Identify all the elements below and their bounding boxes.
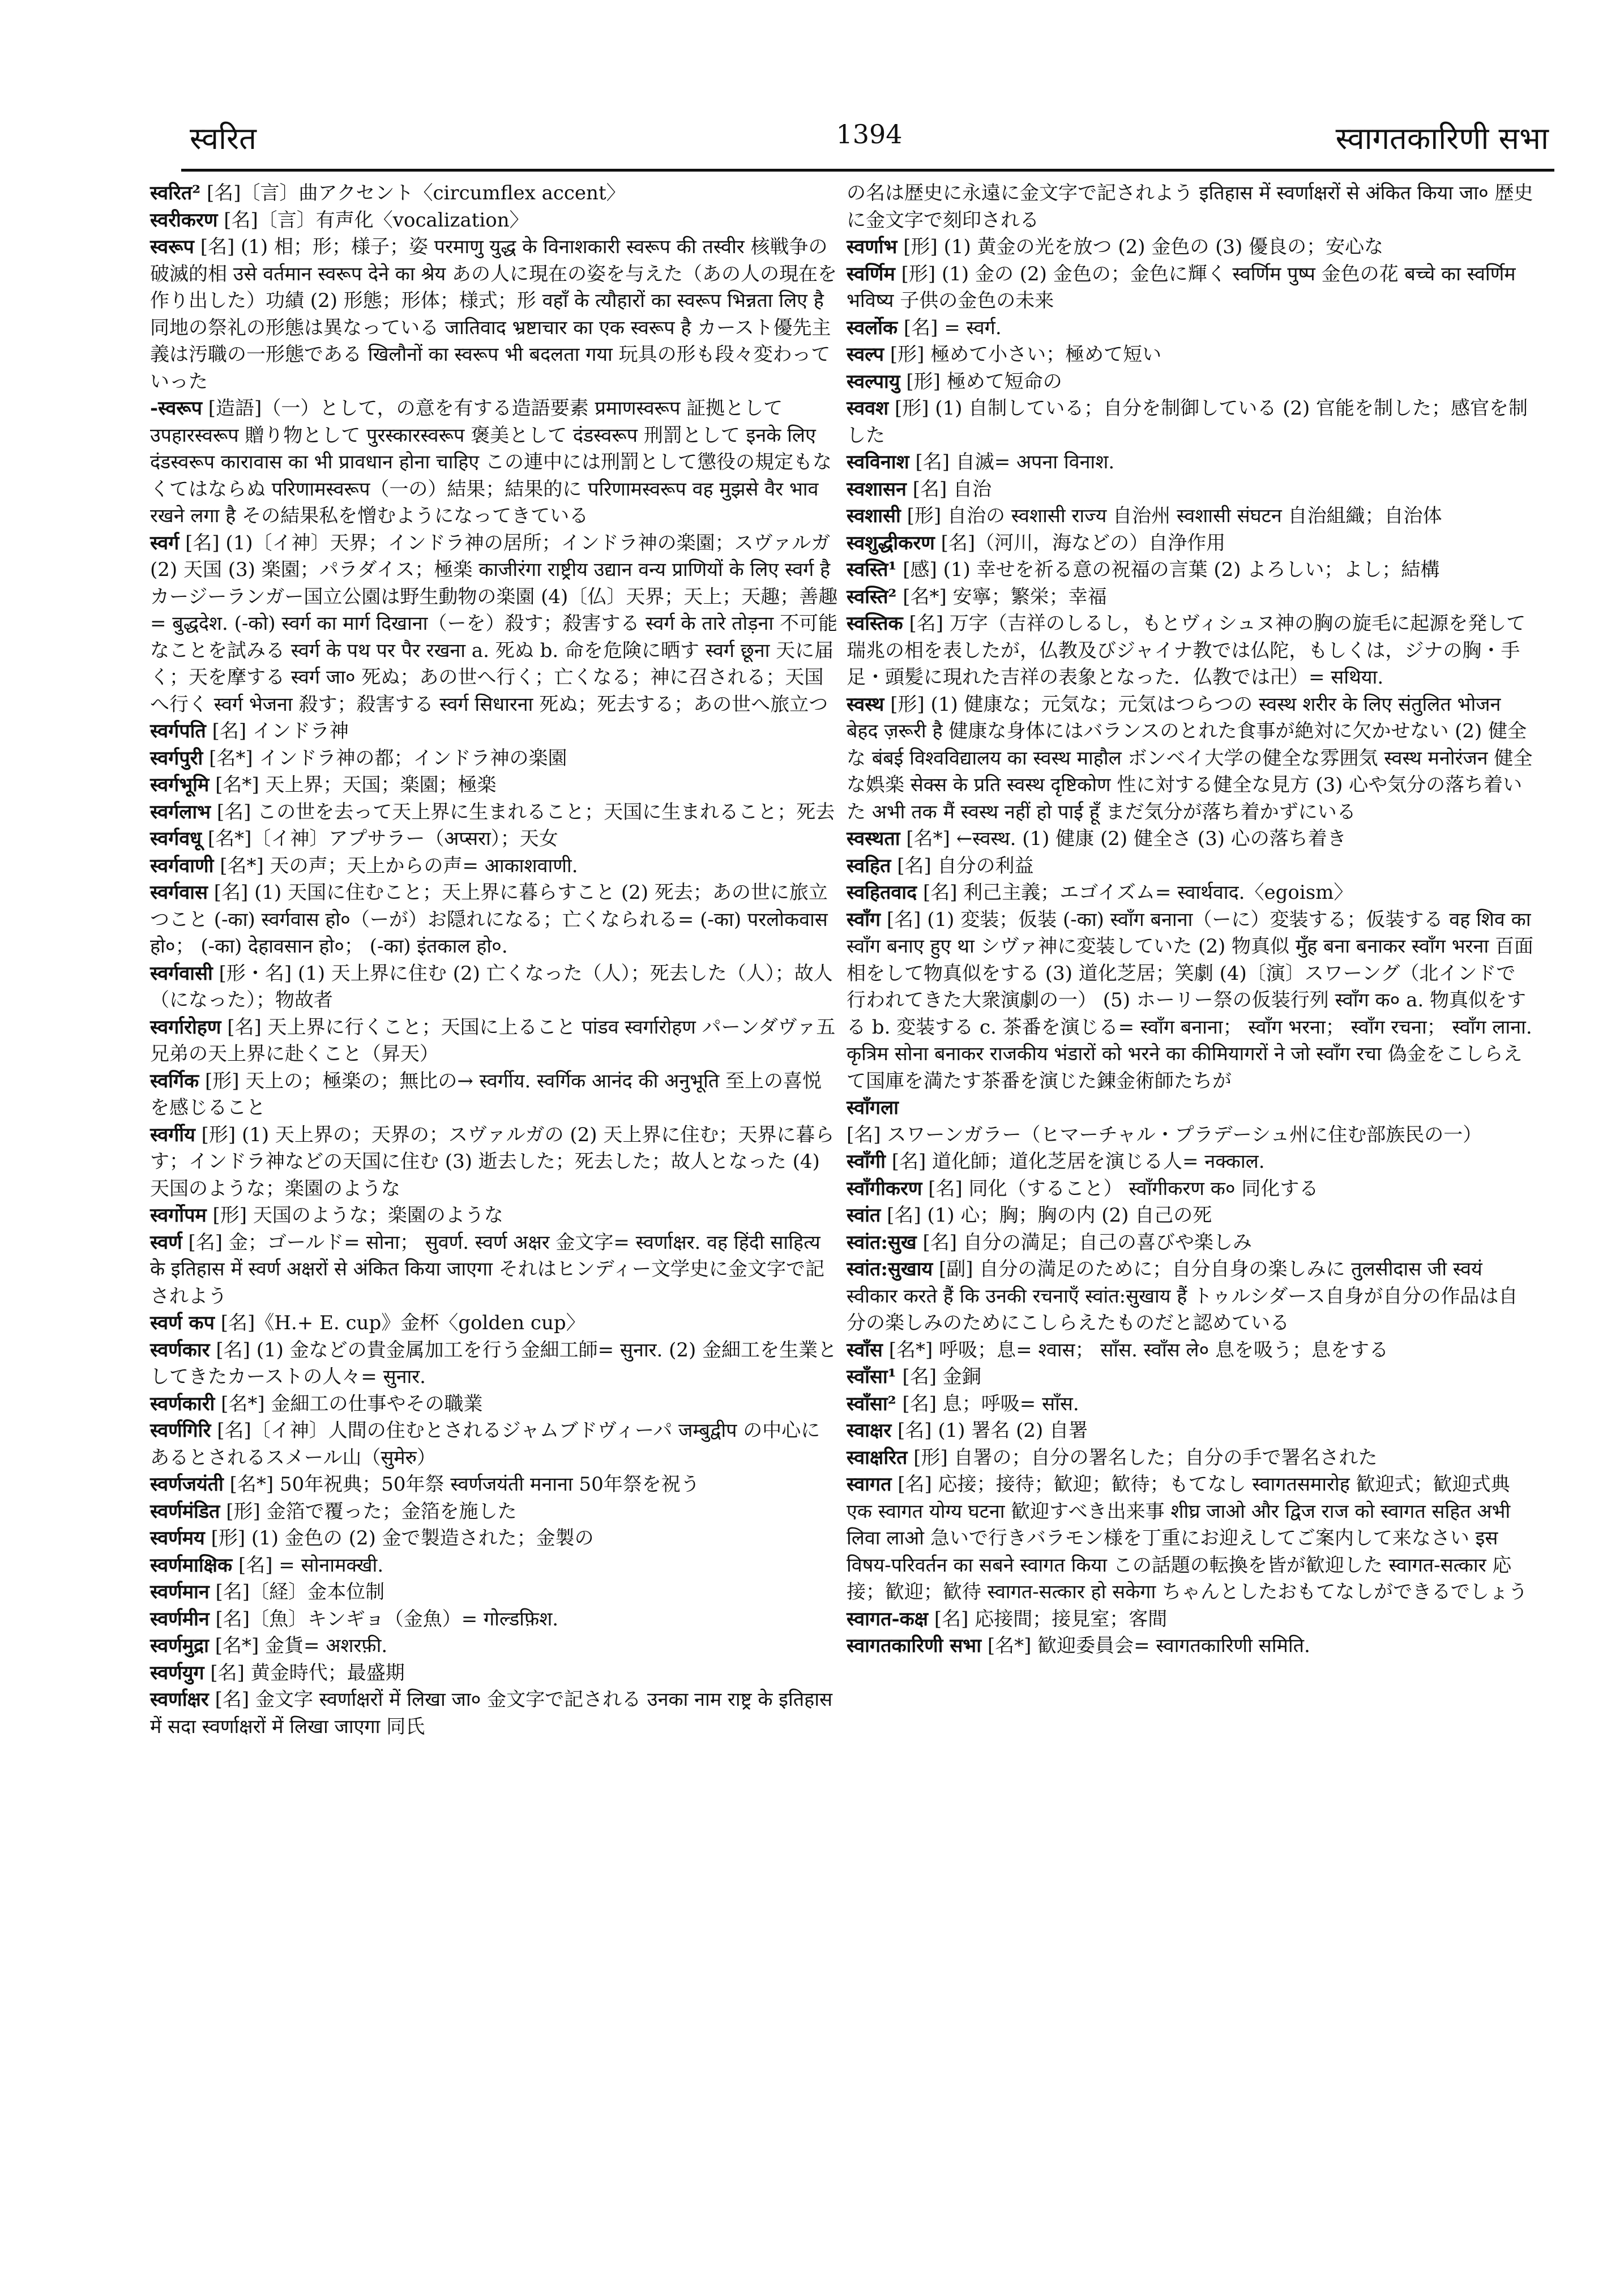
right-column — [847, 180, 1535, 1660]
entry-definition: [名] 道化師；道化芝居を演じる人= नक्काल. — [891, 1150, 1265, 1173]
entry-headword: स्वस्तिक — [847, 612, 903, 635]
entry-headword: स्वागत — [847, 1473, 892, 1496]
entry-headword: स्वर्णकारी — [150, 1392, 215, 1415]
entry-definition: [形・名] (1) 天上界に住む (2) 亡くなった（人）；死去した（人）；故人（になった）；物故者 — [150, 962, 833, 1011]
entry-definition: [名]《H.+ E. cup》金杯〈golden cup〉 — [220, 1312, 586, 1334]
dictionary-entry — [150, 961, 838, 1014]
entry-headword: स्वर्ण कप — [150, 1312, 215, 1334]
entry-definition: [名] 天上界に行くこと；天国に上ること पांडव स्वर्गारोहण パーンダヴァ五兄弟の天上界に赴くこと（昇天） — [150, 1015, 836, 1065]
dictionary-entry — [150, 853, 838, 880]
entry-definition: [名*] 金貨= अशरफ़ी. — [215, 1634, 388, 1657]
entry-definition: [名] (1) 署名 (2) 自署 — [898, 1419, 1088, 1442]
dictionary-entry — [847, 261, 1535, 315]
entry-definition: [名] (1) 金などの貴金属加工を行う金細工師= सुनार. (2) 金細工を生業としてきたカーストの人々= सुनार. — [150, 1338, 837, 1388]
entry-headword: स्वर्णयुग — [150, 1661, 204, 1684]
entry-definition: [名]〔経〕金本位制 — [215, 1581, 385, 1603]
entry-definition: [形] 自治の स्वशासी राज्य 自治州 स्वशासी संघटन 自治組織；自治体 — [907, 505, 1442, 527]
entry-headword: स्वाँसा² — [847, 1392, 896, 1415]
dictionary-entry — [847, 1230, 1535, 1257]
dictionary-entry — [847, 1391, 1535, 1418]
entry-definition: [名]〔魚〕キンギョ（金魚）= गोल्डफ़िश. — [215, 1607, 559, 1631]
dictionary-entry — [150, 395, 838, 530]
entry-definition: [名*] ←स्वस्थ. (1) 健康 (2) 健全さ (3) 心の落ち着き — [906, 827, 1347, 850]
entry-headword: स्वरीकरण — [150, 208, 218, 232]
left-running-head: स्वरित — [190, 121, 257, 156]
dictionary-entry — [150, 1633, 838, 1660]
dictionary-entry — [150, 1310, 838, 1337]
entry-headword: स्वागतकारिणी सभा — [847, 1634, 982, 1657]
dictionary-entry — [847, 1445, 1535, 1472]
dictionary-entry — [847, 1337, 1535, 1364]
entry-headword: स्वर्लोक — [847, 316, 898, 339]
dictionary-entry — [150, 1122, 838, 1203]
header-rule — [181, 169, 1554, 172]
entry-definition: の名は歴史に永遠に金文字で記されよう इतिहास में स्वर्णाक्षरों से अंकित किया जा० 歴史に金文字で刻印される — [847, 182, 1533, 232]
entry-headword: स्वागत-कक्ष — [847, 1607, 929, 1631]
entry-headword: स्वाँस — [847, 1338, 883, 1361]
dictionary-entry — [150, 1660, 838, 1687]
dictionary-entry — [150, 1418, 838, 1471]
dictionary-entry — [847, 611, 1535, 692]
entry-definition: [形] 極めて小さい；極めて短い — [890, 343, 1162, 366]
page-header — [190, 116, 1549, 167]
entry-definition: [名] スワーンガラー（ヒマーチャル・プラデーシュ州に住む部族民の一） — [847, 1123, 1482, 1146]
dictionary-entry — [150, 180, 838, 207]
entry-definition: [名] 息；呼吸= साँस. — [902, 1392, 1079, 1415]
entry-headword: स्वर्ग — [150, 531, 180, 554]
entry-definition: [名] (1)〔イ神〕天界；インドラ神の居所；インドラ神の楽園；スヴァルガ (2) 天国 (3) 楽園；パラダイス；極楽 काजीरंगा राष्ट्रीय उद्यान वन्य प्राणियों के लिए स्वर्ग है カージーランガー国立公園は野生動物の楽園 (4)〔仏〕天界；天上；天趣；善趣= बुद्धदेश. (-को) स्वर्ग का मार्ग दिखाना（ーを）殺す；殺害する स्वर्ग के तारे तोड़ना 不可能なことを試みる स्वर्ग के पथ पर पैर रखना a. 死ぬ b. 命を危険に晒す स्वर्ग छूना 天に届く；天を摩する स्वर्ग जा० 死ぬ；あの世へ行く；亡くなる；神に召される；天国へ行く स्वर्ग भेजना 殺す；殺害する स्वर्ग सिधारना 死ぬ；死去する；あの世へ旅立つ — [150, 531, 838, 716]
entry-headword: स्वाक्षर — [847, 1419, 892, 1442]
right-running-head: स्वागतकारिणी सभा — [1335, 121, 1549, 156]
dictionary-entry — [847, 1364, 1535, 1391]
entry-definition: [名*] 天上界；天国；楽園；極楽 — [215, 774, 497, 796]
entry-definition: [形] (1) 健康な；元気な；元気はつらつの स्वस्थ शरीर के लिए संतुलित भोजन बेहद ज़रूरी है 健康な身体にはバランスのとれた食事が絶対に欠かせない (2) 健全な बंबई विश्वविद्यालय का स्वस्थ माहौल ボンベイ大学の健全な雰囲気 स्वस्थ मनोरंजन 健全な娯楽 सेक्स के प्रति स्वस्थ दृष्टिकोण 性に対する健全な見方 (3) 心や気分の落ち着いた अभी तक मैं स्वस्थ नहीं हो पाई हूँ まだ気分が落ち着かずにいる — [847, 693, 1533, 823]
entry-definition: [名] 自滅= अपना विनाश. — [915, 451, 1115, 473]
dictionary-entry — [847, 1202, 1535, 1230]
entry-definition: [形] 天上の；極楽の；無比の→ स्वर्गीय. स्वर्गिक आनंद की अनुभूति 至上の喜悦を感じること — [150, 1069, 822, 1119]
entry-headword: स्वाँगीकरण — [847, 1177, 922, 1200]
entry-headword: स्वाँग — [847, 908, 881, 931]
dictionary-entry — [847, 342, 1535, 369]
entry-headword: स्वाँगी — [847, 1150, 886, 1173]
entry-headword: -स्वरूप — [150, 397, 202, 420]
entry-definition: [名] 金；ゴールド= सोना； सुवर्ण. स्वर्ण अक्षर 金文字= स्वर्णाक्षर. वह हिंदी साहित्य के इतिहास में स्वर्ण अक्षरों से अंकित किया जाएगा それはヒンディー文学史に金文字で記されよう — [150, 1231, 824, 1308]
dictionary-entry — [847, 395, 1535, 449]
entry-headword: स्वशासी — [847, 505, 901, 527]
entry-headword: स्वांत:सुखाय — [847, 1258, 933, 1281]
entry-headword: स्वर्णाभ — [847, 236, 898, 258]
dictionary-entry — [847, 503, 1535, 530]
entry-headword: स्वाँसा¹ — [847, 1365, 896, 1388]
entry-headword: स्वहित — [847, 854, 891, 877]
entry-headword: स्वर्णमुद्रा — [150, 1634, 209, 1657]
dictionary-entry — [150, 1499, 838, 1526]
dictionary-entry — [150, 1552, 838, 1580]
dictionary-entry — [847, 557, 1535, 584]
dictionary-entry — [150, 1068, 838, 1122]
entry-definition: [名] 応接間；接見室；客間 — [934, 1607, 1168, 1631]
entry-headword: स्वर्णजयंती — [150, 1473, 224, 1496]
entry-headword: स्वर्णिम — [847, 262, 895, 285]
entry-definition: [名]〔イ神〕人間の住むとされるジャムブドヴィーパ जम्बुद्वीप の中心にあるとされるスメール山（सुमेरु） — [150, 1419, 820, 1469]
dictionary-entry — [150, 826, 838, 853]
entry-headword: स्वल्प — [847, 343, 884, 366]
entry-definition: [名*] 安寧；繁栄；幸福 — [903, 585, 1107, 608]
dictionary-entry — [847, 1256, 1535, 1337]
entry-headword: स्वर्णमान — [150, 1581, 210, 1603]
dictionary-entry — [847, 1471, 1535, 1606]
entry-headword: स्वर्ण — [150, 1231, 182, 1254]
entry-headword: स्वर्णगिरि — [150, 1419, 211, 1442]
entry-definition: [名] (1) 相；形；様子；姿 परमाणु युद्ध के विनाशकारी स्वरूप की तस्वीर 核戦争の破滅的相 उसे वर्तमान स्वरूप देने का श्रेय あの人に現在の姿を与えた（あの人の現在を作り出した）功績 (2) 形態；形体；様式；形 वहाँ के त्यौहारों का स्वरूप भिन्नता लिए है 同地の祭礼の形態は異なっている जातिवाद भ्रष्टाचार का एक स्वरूप है カースト優先主義は汚職の一形態である खिलौनों का स्वरूप भी बदलता गया 玩具の形も段々変わっていった — [150, 236, 837, 393]
entry-definition: [名] 自分の満足；自己の喜びや楽しみ — [922, 1231, 1252, 1254]
entry-headword: स्वर्गपुरी — [150, 746, 203, 770]
entry-definition: [名] 金銅 — [902, 1365, 981, 1388]
dictionary-entry — [847, 530, 1535, 557]
entry-definition: [名] (1) 心；胸；胸の内 (2) 自己の死 — [887, 1204, 1212, 1227]
entry-headword: स्वर्णाक्षर — [150, 1688, 209, 1711]
entry-headword: स्वाक्षरित — [847, 1446, 908, 1469]
entry-definition: [名*] インドラ神の都；インドラ神の楽園 — [209, 746, 567, 770]
dictionary-entry — [847, 907, 1535, 1095]
dictionary-entry — [847, 369, 1535, 396]
dictionary-entry — [847, 692, 1535, 826]
entry-headword: स्वर्गवाणी — [150, 854, 214, 877]
entry-definition: [名] = सोनामक्खी. — [238, 1553, 384, 1577]
entry-definition: [名*] 金細工の仕事やその職業 — [221, 1392, 483, 1415]
entry-headword: स्वर्णमंडित — [150, 1500, 220, 1523]
entry-headword: स्वस्थ — [847, 693, 884, 716]
dictionary-entry — [150, 718, 838, 745]
entry-definition: [形] 極めて短命の — [906, 370, 1062, 393]
dictionary-entry — [847, 180, 1535, 234]
entry-headword: स्वस्थता — [847, 827, 900, 850]
entry-definition: [形] (1) 黄金の光を放つ (2) 金色の (3) 優良の；安心な — [903, 236, 1384, 258]
dictionary-entry — [847, 1606, 1535, 1633]
dictionary-entry — [847, 1095, 1535, 1149]
entry-definition: [名]〔言〕有声化〈vocalization〉 — [224, 208, 529, 232]
entry-headword: स्वस्ति² — [847, 585, 897, 608]
entry-definition: [名] = स्वर्ग. — [903, 316, 1002, 339]
dictionary-entry — [847, 880, 1535, 907]
entry-definition: [名*] 天の声；天上からの声= आकाशवाणी. — [220, 854, 578, 877]
entry-headword: स्वरूप — [150, 236, 194, 258]
entry-definition: [名] 黄金時代；最盛期 — [210, 1661, 405, 1684]
entry-headword: स्वहितवाद — [847, 881, 917, 904]
dictionary-entry — [847, 1149, 1535, 1176]
entry-definition: [名] 金文字 स्वर्णाक्षरों में लिखा जा० 金文字で記される उनका नाम राष्ट्र के इतिहास में सदा स्वर्णाक्षरों में लिखा जाएगा 同氏 — [150, 1688, 832, 1738]
dictionary-entry — [150, 1202, 838, 1230]
entry-definition: [名] (1) 天国に住むこと；天上界に暮らすこと (2) 死去；あの世に旅立つこと (-का) स्वर्गवास हो०（ーが）お隠れになる；亡くなられる= (-का) परलोकवास हो०； (-का) देहावसान हो०； (-का) इंतकाल हो०. — [150, 881, 828, 958]
dictionary-entry — [847, 1418, 1535, 1445]
dictionary-entry — [150, 772, 838, 799]
entry-definition: [名] インドラ神 — [212, 720, 349, 742]
entry-definition: [名*] 50年祝典；50年祭 स्वर्णजयंती मनाना 50年祭を祝う — [229, 1473, 700, 1496]
entry-headword: स्वशुद्धीकरण — [847, 531, 935, 554]
entry-definition: [造語]（一）として，の意を有する造語要素 प्रमाणस्वरूप 証拠として उपहारस्वरूप 贈り物として पुरस्कारस्वरूप 褒美として दंडस्वरूप 刑罰として इनके लिए दंडस्वरूप कारावास का भी प्रावधान होना चाहिए この連中には刑罰として懲役の規定もなくてはならぬ परिणामस्वरूप（一の）結果；結果的に परिणामस्वरूप वह मुझसे वैर भाव रखने लगा है その結果私を憎むようになってきている — [150, 397, 832, 527]
dictionary-entry — [150, 1391, 838, 1418]
entry-definition: [形] 自署の；自分の署名した；自分の手で署名された — [913, 1446, 1378, 1469]
dictionary-entry — [847, 476, 1535, 503]
entry-headword: स्वांत — [847, 1204, 881, 1227]
dictionary-entry — [847, 584, 1535, 611]
dictionary-entry — [150, 1230, 838, 1311]
entry-definition: [名*]〔イ神〕アプサラー（अप्सरा）；天女 — [207, 827, 558, 850]
dictionary-entry — [847, 1176, 1535, 1203]
entry-definition: [形] 天国のような；楽園のような — [212, 1204, 503, 1227]
dictionary-entry — [150, 1337, 838, 1391]
dictionary-entry — [150, 1471, 838, 1499]
entry-definition: [名] 同化（すること） स्वाँगीकरण क० 同化する — [928, 1177, 1319, 1200]
dictionary-entry — [150, 1579, 838, 1606]
entry-definition: [感] (1) 幸せを祈る意の祝福の言葉 (2) よろしい；よし；結構 — [903, 558, 1440, 581]
dictionary-entry — [150, 1687, 838, 1740]
entry-definition: [名] 利己主義；エゴイズム= स्वार्थवाद.〈egoism〉 — [922, 881, 1353, 904]
entry-headword: स्वर्गवधू — [150, 827, 202, 850]
left-column — [150, 180, 838, 1740]
dictionary-entry — [150, 1525, 838, 1552]
entry-headword: स्ववश — [847, 397, 889, 420]
dictionary-entry — [150, 799, 838, 826]
dictionary-entry — [150, 1014, 838, 1068]
entry-definition: [形] (1) 自制している；自分を制御している (2) 官能を制した；感官を制した — [847, 397, 1528, 447]
dictionary-entry — [150, 207, 838, 234]
entry-headword: स्वाँगला — [847, 1096, 899, 1119]
entry-definition: [名] 自分の利益 — [897, 854, 1034, 877]
entry-headword: स्वर्गिक — [150, 1069, 199, 1092]
dictionary-entry — [847, 826, 1535, 853]
entry-definition: [形] 金箔で覆った；金箔を施した — [226, 1500, 517, 1523]
dictionary-entry — [847, 1633, 1535, 1660]
dictionary-entry — [150, 745, 838, 772]
dictionary-entry — [847, 449, 1535, 476]
entry-headword: स्वर्गवासी — [150, 962, 213, 985]
entry-definition: [形] (1) 金色の (2) 金で製造された；金製の — [211, 1527, 594, 1550]
entry-definition: [形] (1) 金の (2) 金色の；金色に輝く स्वर्णिम पुष्प 金色の花 बच्चे का स्वर्णिम भविष्य 子供の金色の未来 — [847, 262, 1516, 312]
entry-headword: स्वर्णकार — [150, 1338, 210, 1361]
entry-headword: स्वर्गोपम — [150, 1204, 207, 1227]
entry-headword: स्वस्ति¹ — [847, 558, 897, 581]
entry-definition: [形] (1) 天上界の；天界の；スヴァルガの (2) 天上界に住む；天界に暮らす；インドラ神などの天国に住む (3) 逝去した；死去した；故人となった (4) 天国のような；楽園のような — [150, 1123, 835, 1200]
entry-headword: स्वांत:सुख — [847, 1231, 917, 1254]
entry-definition: [名*] 歓迎委員会= स्वागतकारिणी समिति. — [987, 1634, 1310, 1657]
entry-headword: स्वर्णमय — [150, 1527, 205, 1550]
entry-definition: [名*] 呼吸；息= श्वास； साँस. स्वाँस ले० 息を吸う；息をする — [888, 1338, 1388, 1361]
entry-headword: स्वल्पायु — [847, 370, 900, 393]
entry-headword: स्वर्णमाक्षिक — [150, 1553, 233, 1577]
entry-definition: [名]（河川，海などの）自浄作用 — [941, 531, 1226, 554]
entry-headword: स्वर्गलाभ — [150, 800, 211, 823]
dictionary-entry — [150, 530, 838, 719]
dictionary-entry — [150, 880, 838, 961]
entry-definition: [名] 万字（吉祥のしるし，もとヴィシュヌ神の胸の旋毛に起源を発して瑞兆の相を表したが，仏教及びジャイナ教では仏陀，もしくは，ジナの胸・手足・頭髪に現れた吉祥の表象となった．仏教では卍）= सथिया. — [847, 612, 1526, 689]
dictionary-entry — [847, 853, 1535, 880]
entry-definition: [名] (1) 変装；仮装 (-का) स्वाँग बनाना（ーに）変装する；仮装する वह शिव का स्वाँग बनाए हुए था シヴァ神に変装していた (2) 物真似 मुँह बना बनाकर स्वाँग भरना 百面相をして物真似をする (3) 道化芝居；笑劇 (4)〔演〕スワーング（北インドで行われてきた大衆演劇の一） (5) ホーリー祭の仮装行列 स्वाँग क० a. 物真似をする b. 変装する c. 茶番を演じる= स्वाँग बनाना； स्वाँग भरना； स्वाँग रचना； स्वाँग लाना. कृत्रिम सोना बनाकर राजकीय भंडारों को भरने का कीमियागरों ने जो स्वाँग रचा 偽金をこしらえて国庫を満たす茶番を演じた錬金術師たちが — [847, 908, 1534, 1092]
entry-headword: स्वर्णमीन — [150, 1607, 210, 1631]
entry-definition: [名]〔言〕曲アクセント〈circumflex accent〉 — [206, 182, 626, 204]
dictionary-entry — [150, 1606, 838, 1633]
entry-definition: [名] この世を去って天上界に生まれること；天国に生まれること；死去 — [216, 800, 835, 823]
entry-headword: स्वविनाश — [847, 451, 909, 473]
dictionary-entry — [847, 234, 1535, 261]
entry-definition: [副] 自分の満足のために；自分自身の楽しみに तुलसीदास जी स्वयं स्वीकार करते हैं कि उनकी रचनाएँ स्वांत:सुखाय हैं トゥルシダース自身が自分の作品は自分の楽しみのためにこしらえたものだと認めている — [847, 1258, 1518, 1334]
entry-headword: स्वर्गवास — [150, 881, 208, 904]
entry-headword: स्वर्गपति — [150, 720, 206, 742]
entry-headword: स्वर्गारोहण — [150, 1015, 221, 1039]
entry-headword: स्वर्गभूमि — [150, 774, 210, 796]
entry-definition: [名] 自治 — [912, 477, 992, 501]
entry-headword: स्वरित² — [150, 182, 201, 204]
dictionary-entry — [150, 234, 838, 395]
entry-headword: स्वर्गीय — [150, 1123, 195, 1146]
page-number: 1394 — [836, 119, 903, 150]
dictionary-entry — [847, 315, 1535, 342]
entry-definition: [名] 応接；接待；歓迎；歓待；もてなし स्वागतसमारोह 歓迎式；歓迎式典 एक स्वागत योग्य घटना 歓迎すべき出来事 शीघ्र जाओ और द्विज राज को स्वागत सहित अभी लिवा लाओ 急いで行きバラモン様を丁重にお迎えしてご案内して来なさい इस विषय-परिवर्तन का सबने स्वागत किया この話題の転換を皆が歓迎した स्वागत-सत्कार 応接；歓迎；歓待 स्वागत-सत्कार हो सकेगा ちゃんとしたおもてなしができるでしょう — [847, 1473, 1528, 1603]
entry-headword: स्वशासन — [847, 477, 907, 501]
